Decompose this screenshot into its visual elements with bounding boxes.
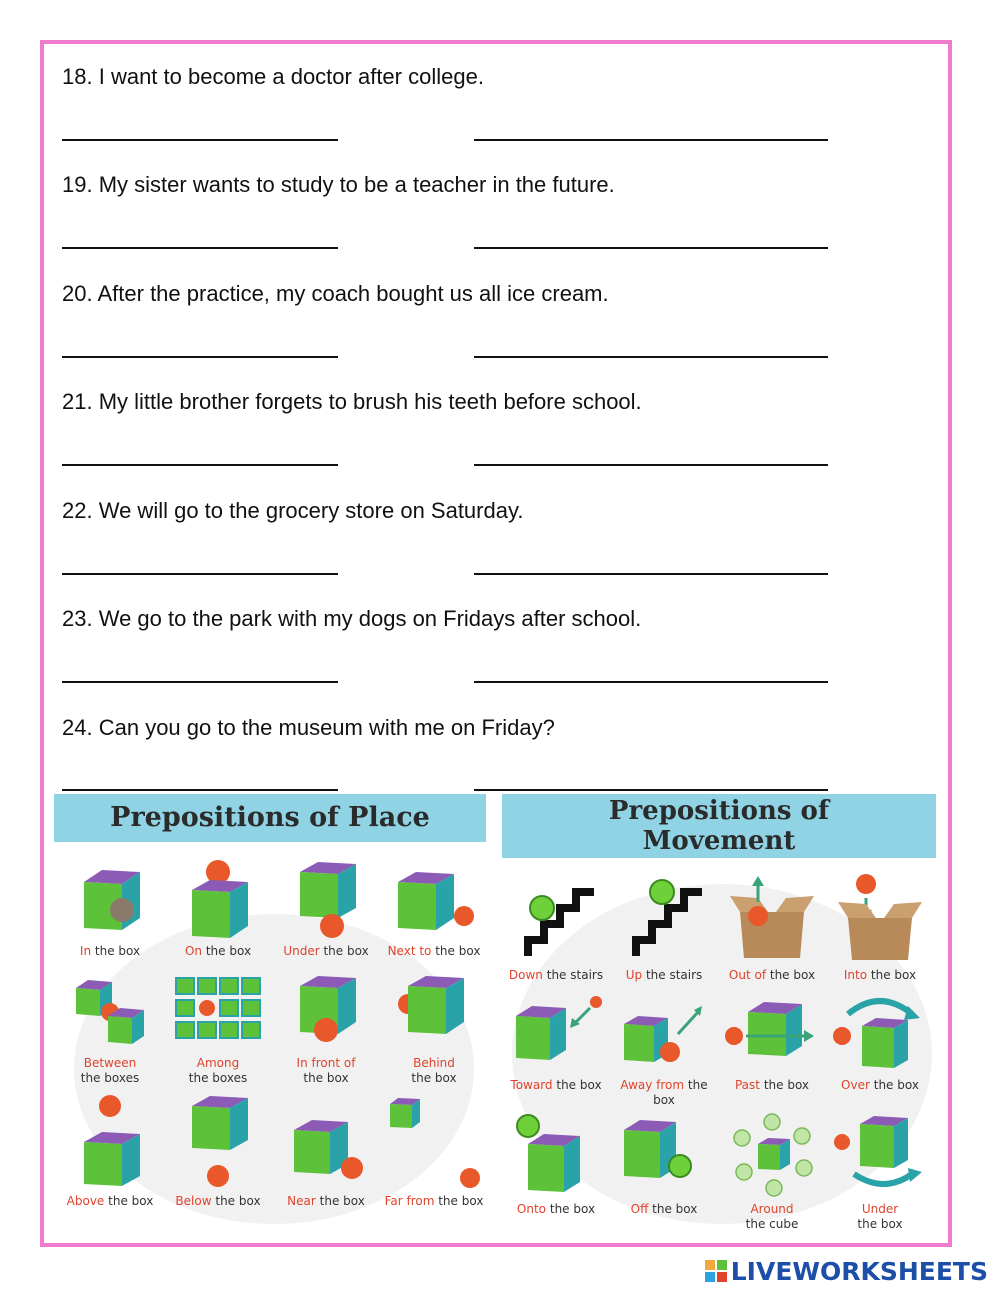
question-text: Can you go to the museum with me on Friday? bbox=[98, 715, 555, 740]
answer-blank-24b[interactable] bbox=[474, 789, 828, 791]
prep-rest: the box bbox=[763, 1078, 810, 1092]
liveworksheets-logo-icon bbox=[705, 1260, 727, 1282]
prep-rest: the box bbox=[438, 1194, 484, 1208]
prepositions-movement-panel bbox=[502, 794, 940, 1231]
prep-rest: the box bbox=[653, 1078, 708, 1107]
box-ball-near-icon bbox=[286, 1094, 366, 1190]
prep-rest: the box bbox=[205, 944, 252, 958]
box-ball-behind-icon bbox=[394, 972, 474, 1052]
question-number: 24. bbox=[62, 715, 93, 740]
place-behind bbox=[380, 972, 488, 1086]
prep-rest: the box bbox=[870, 968, 917, 982]
place-under bbox=[272, 860, 380, 959]
prep-label: Out of bbox=[728, 968, 767, 982]
prep-rest: the boxes bbox=[188, 1071, 248, 1085]
question-text: After the practice, my coach bought us all ice cream. bbox=[97, 281, 609, 306]
place-near bbox=[272, 1094, 380, 1209]
prep-rest: the box bbox=[94, 944, 141, 958]
prep-rest: the box bbox=[556, 1078, 602, 1092]
prep-label: Above bbox=[66, 1194, 105, 1208]
answer-blank-19b[interactable] bbox=[474, 247, 828, 249]
question-text: I want to become a doctor after college. bbox=[98, 64, 484, 89]
prep-rest: the boxes bbox=[80, 1071, 140, 1085]
prep-rest: the box bbox=[435, 944, 481, 958]
prep-label: Away from bbox=[620, 1078, 685, 1092]
worksheet-page bbox=[40, 40, 952, 1247]
box-ball-toward-icon bbox=[508, 994, 604, 1074]
answer-blank-20b[interactable] bbox=[474, 356, 828, 358]
prep-label: Near bbox=[287, 1194, 316, 1208]
prep-label: Below bbox=[175, 1194, 212, 1208]
box-ball-below-icon bbox=[178, 1094, 258, 1190]
prep-rest: the box bbox=[857, 1217, 903, 1231]
stairs-ball-up-icon bbox=[620, 872, 708, 964]
cardboard-box-into-icon bbox=[836, 872, 924, 964]
prep-rest: the stairs bbox=[546, 968, 604, 982]
answer-blank-23b[interactable] bbox=[474, 681, 828, 683]
question-number: 20. bbox=[62, 281, 93, 306]
move-down bbox=[502, 872, 610, 983]
prep-label: Toward bbox=[510, 1078, 553, 1092]
move-out-of bbox=[718, 872, 826, 983]
move-around bbox=[718, 1112, 826, 1232]
prep-label: In front of bbox=[296, 1056, 356, 1070]
prep-label: Over bbox=[841, 1078, 870, 1092]
move-under bbox=[826, 1112, 934, 1232]
prep-rest: the stairs bbox=[645, 968, 703, 982]
place-above bbox=[56, 1094, 164, 1209]
prep-label: Past bbox=[734, 1078, 760, 1092]
question-number: 18. bbox=[62, 64, 93, 89]
cube-ball-around-icon bbox=[724, 1112, 820, 1198]
question-text: We will go to the grocery store on Saturday. bbox=[98, 498, 524, 523]
prep-label: On bbox=[184, 944, 203, 958]
box-ball-next-icon bbox=[394, 860, 474, 940]
move-up bbox=[610, 872, 718, 983]
question-24 bbox=[62, 715, 555, 741]
prep-label: In bbox=[79, 944, 92, 958]
prep-rest: the box bbox=[769, 968, 816, 982]
prep-rest: the box bbox=[549, 1202, 596, 1216]
question-19 bbox=[62, 172, 615, 198]
prep-label: Far from bbox=[384, 1194, 435, 1208]
prep-rest: the box bbox=[215, 1194, 261, 1208]
place-in-front-of bbox=[272, 972, 380, 1086]
prep-label: Under bbox=[861, 1202, 899, 1216]
prep-rest: the cube bbox=[745, 1217, 799, 1231]
answer-blank-18a[interactable] bbox=[62, 139, 338, 141]
box-ball-front-icon bbox=[286, 972, 366, 1052]
question-text: We go to the park with my dogs on Fridays after school. bbox=[98, 606, 642, 631]
box-ball-far-icon bbox=[386, 1094, 482, 1190]
question-number: 23. bbox=[62, 606, 93, 631]
answer-blank-23a[interactable] bbox=[62, 681, 338, 683]
prep-label: Down bbox=[508, 968, 543, 982]
question-20 bbox=[62, 281, 609, 307]
answer-blank-21b[interactable] bbox=[474, 464, 828, 466]
movement-title-line2: Movement bbox=[642, 826, 796, 856]
question-text: My sister wants to study to be a teacher in the future. bbox=[98, 172, 615, 197]
prep-label: Around bbox=[750, 1202, 794, 1216]
prepositions-place-panel bbox=[54, 794, 488, 1226]
question-number: 22. bbox=[62, 498, 93, 523]
cardboard-box-out-icon bbox=[728, 872, 816, 964]
place-next-to bbox=[380, 860, 488, 959]
prep-rest: the box bbox=[108, 1194, 154, 1208]
prep-rest: the box bbox=[319, 1194, 365, 1208]
place-between bbox=[56, 972, 164, 1086]
answer-blank-24a[interactable] bbox=[62, 789, 338, 791]
place-title: Prepositions of Place bbox=[54, 794, 486, 842]
answer-blank-22a[interactable] bbox=[62, 573, 338, 575]
prep-label: Off bbox=[630, 1202, 649, 1216]
move-away-from bbox=[610, 994, 718, 1108]
movement-title-line1: Prepositions of bbox=[608, 796, 830, 826]
box-ball-under-icon bbox=[832, 1112, 928, 1198]
stairs-ball-down-icon bbox=[512, 872, 600, 964]
prep-label: Among bbox=[196, 1056, 240, 1070]
box-ball-on-icon bbox=[178, 860, 258, 940]
place-below bbox=[164, 1094, 272, 1209]
box-ball-over-icon bbox=[832, 994, 928, 1074]
box-ball-in-icon bbox=[70, 860, 150, 940]
prep-label: Under bbox=[283, 944, 320, 958]
prep-label: Next to bbox=[387, 944, 432, 958]
answer-blank-18b[interactable] bbox=[474, 139, 828, 141]
place-in bbox=[56, 860, 164, 959]
place-among bbox=[164, 972, 272, 1086]
answer-blank-20a[interactable] bbox=[62, 356, 338, 358]
liveworksheets-logo[interactable] bbox=[705, 1256, 988, 1286]
box-ball-past-icon bbox=[724, 994, 820, 1074]
question-number: 21. bbox=[62, 389, 93, 414]
question-21 bbox=[62, 389, 642, 415]
boxes-ball-between-icon bbox=[70, 972, 150, 1052]
question-22 bbox=[62, 498, 523, 524]
brand-text: LIVEWORKSHEETS bbox=[730, 1256, 988, 1286]
prep-rest: the box bbox=[652, 1202, 698, 1216]
box-ball-away-icon bbox=[616, 994, 712, 1074]
question-text: My little brother forgets to brush his teeth before school. bbox=[98, 389, 642, 414]
question-23 bbox=[62, 606, 641, 632]
box-ball-above-icon bbox=[70, 1094, 150, 1190]
box-ball-under-icon bbox=[286, 860, 366, 940]
move-onto bbox=[502, 1112, 610, 1217]
answer-blank-19a[interactable] bbox=[62, 247, 338, 249]
answer-blank-21a[interactable] bbox=[62, 464, 338, 466]
question-18 bbox=[62, 64, 484, 90]
box-ball-off-icon bbox=[616, 1112, 712, 1198]
prep-label: Between bbox=[83, 1056, 137, 1070]
prep-label: Into bbox=[843, 968, 868, 982]
prep-label: Behind bbox=[413, 1056, 455, 1070]
place-on bbox=[164, 860, 272, 959]
prep-rest: the box bbox=[323, 944, 369, 958]
move-into bbox=[826, 872, 934, 983]
movement-title bbox=[502, 794, 936, 858]
move-over bbox=[826, 994, 934, 1093]
prep-rest: the box bbox=[303, 1071, 349, 1085]
boxes-ball-among-icon bbox=[170, 972, 266, 1052]
move-past bbox=[718, 994, 826, 1093]
place-far-from bbox=[380, 1094, 488, 1209]
move-off bbox=[610, 1112, 718, 1217]
box-ball-onto-icon bbox=[508, 1112, 604, 1198]
move-toward bbox=[502, 994, 610, 1093]
answer-blank-22b[interactable] bbox=[474, 573, 828, 575]
question-number: 19. bbox=[62, 172, 93, 197]
prep-label: Onto bbox=[516, 1202, 547, 1216]
prep-rest: the box bbox=[411, 1071, 457, 1085]
prep-label: Up bbox=[625, 968, 643, 982]
prep-rest: the box bbox=[873, 1078, 919, 1092]
